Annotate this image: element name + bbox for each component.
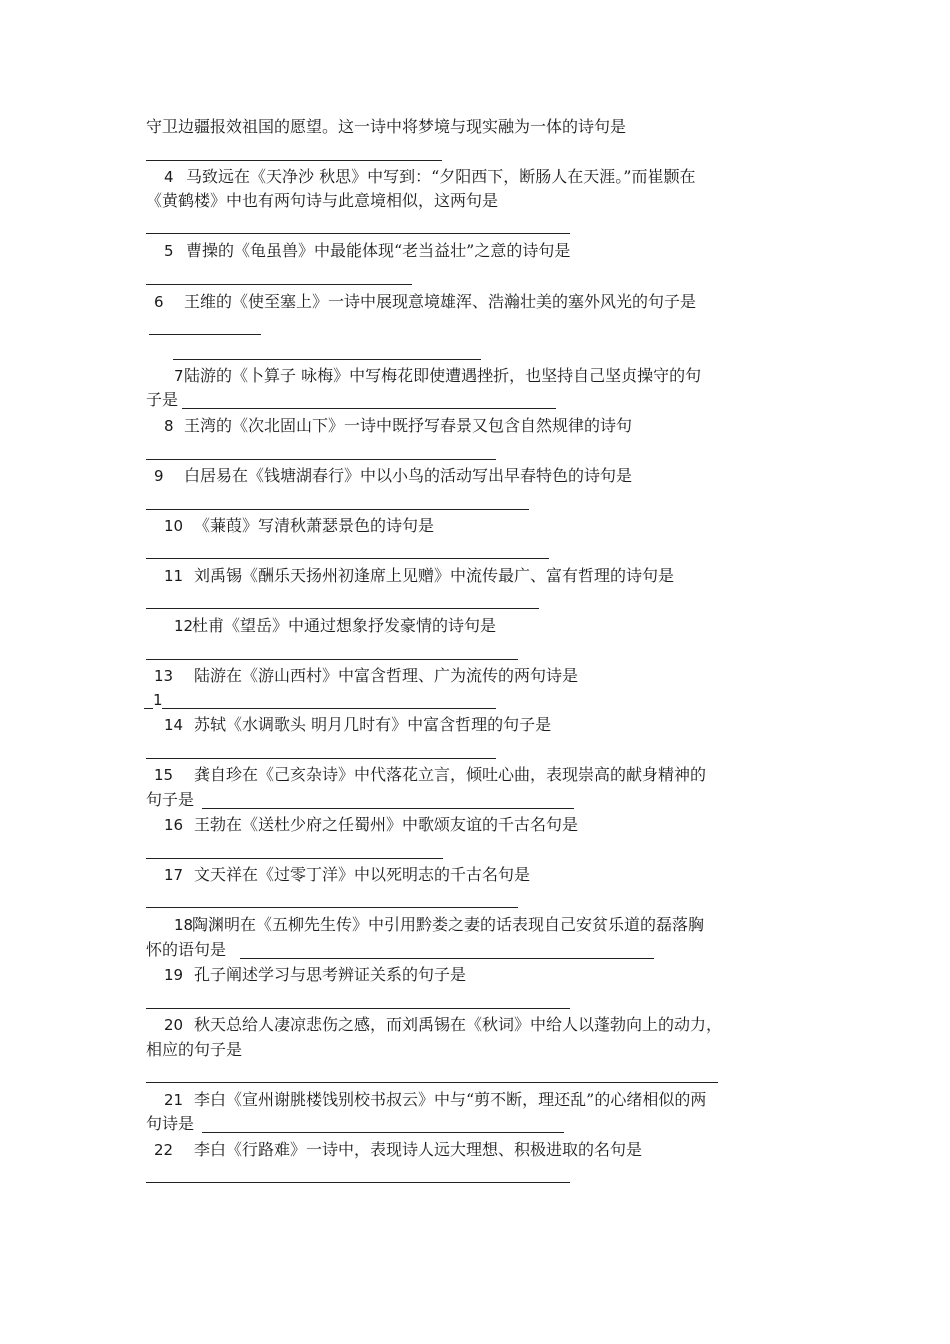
question-number: 7 (174, 367, 184, 385)
question-text: 杜甫《望岳》中通过想象抒发豪情的诗句是 (192, 616, 497, 635)
answer-blank[interactable] (146, 558, 549, 559)
answer-blank[interactable] (146, 1082, 718, 1083)
question-number: 9 (154, 467, 164, 485)
question-number: 19 (164, 966, 184, 984)
question-text: 《黄鹤楼》中也有两句诗与此意境相似，这两句是 (146, 191, 499, 210)
answer-blank[interactable] (202, 808, 574, 809)
answer-blank[interactable] (146, 758, 496, 759)
answer-blank[interactable] (146, 858, 443, 859)
question-text: 王维的《使至塞上》一诗中展现意境雄浑、浩瀚壮美的塞外风光的句子是 (184, 292, 697, 311)
question-number: 4 (164, 168, 174, 186)
answer-blank[interactable] (146, 509, 529, 510)
question-text: 句子是 (146, 790, 195, 809)
question-number: 22 (154, 1141, 174, 1159)
question-text: 龚自珍在《己亥杂诗》中代落花立言，倾吐心曲，表现崇高的献身精神的 (194, 765, 707, 784)
answer-blank[interactable] (162, 708, 496, 709)
answer-blank[interactable] (240, 958, 654, 959)
question-number: 16 (164, 816, 184, 834)
question-text: 李白《宣州谢朓楼饯别校书叔云》中与“剪不断，理还乱”的心绪相似的两 (194, 1090, 707, 1109)
answer-blank[interactable] (146, 907, 518, 908)
answer-blank[interactable] (146, 160, 442, 161)
question-number: 17 (164, 866, 184, 884)
question-text: 李白《行路难》一诗中，表现诗人远大理想、积极进取的名句是 (194, 1140, 643, 1159)
question-text: 王勃在《送杜少府之任蜀州》中歌颂友谊的千古名句是 (194, 815, 579, 834)
question-number: 5 (164, 242, 174, 260)
answer-blank[interactable] (146, 659, 518, 660)
question-number: 12 (174, 617, 194, 635)
answer-blank[interactable] (202, 1132, 564, 1133)
question-number: 20 (164, 1016, 184, 1034)
question-text: 文天祥在《过零丁洋》中以死明志的千古名句是 (194, 865, 531, 884)
question-number: 18 (174, 916, 194, 934)
question-text: 怀的语句是 (146, 940, 227, 959)
question-number: 8 (164, 417, 174, 435)
text-line: 守卫边疆报效祖国的愿望。这一诗中将梦境与现实融为一体的诗句是 (146, 117, 627, 136)
question-text: 句诗是 (146, 1114, 195, 1133)
question-number: 15 (154, 766, 174, 784)
answer-blank[interactable] (146, 233, 570, 234)
answer-blank[interactable] (146, 1182, 570, 1183)
question-number: 10 (164, 517, 184, 535)
question-text: 《蒹葭》写清秋萧瑟景色的诗句是 (194, 516, 435, 535)
question-number: 13 (154, 667, 174, 685)
question-text: 陆游在《游山西村》中富含哲理、广为流传的两句诗是 (194, 666, 579, 685)
question-text: 相应的句子是 (146, 1040, 243, 1059)
question-text: 白居易在《钱塘湖春行》中以小鸟的活动写出早春特色的诗句是 (184, 466, 633, 485)
question-text: 子是 (146, 390, 179, 409)
answer-blank[interactable] (146, 1008, 570, 1009)
question-number: 14 (164, 716, 184, 734)
question-text: 苏轼《水调歌头 明月几时有》中富含哲理的句子是 (194, 715, 552, 734)
answer-blank[interactable] (144, 708, 153, 709)
answer-blank[interactable] (173, 359, 481, 360)
question-text: 马致远在《天净沙 秋思》中写到：“夕阳西下，断肠人在天涯。”而崔颢在 (186, 167, 696, 186)
answer-blank[interactable] (149, 334, 261, 335)
answer-blank[interactable] (146, 608, 539, 609)
question-text: 陶渊明在《五柳先生传》中引用黔娄之妻的话表现自己安贫乐道的磊落胸 (192, 915, 705, 934)
question-number: 6 (154, 293, 164, 311)
question-number: 21 (164, 1091, 184, 1109)
question-number: 11 (164, 567, 184, 585)
answer-text: 1 (153, 691, 163, 709)
answer-blank[interactable] (146, 459, 496, 460)
question-text: 曹操的《龟虽兽》中最能体现“老当益壮”之意的诗句是 (186, 241, 571, 260)
question-text: 陆游的《卜算子 咏梅》中写梅花即使遭遇挫折，也坚持自己坚贞操守的句 (184, 366, 702, 385)
question-text: 秋天总给人凄凉悲伤之感，而刘禹锡在《秋词》中给人以蓬勃向上的动力， (194, 1015, 723, 1034)
answer-blank[interactable] (182, 408, 556, 409)
answer-blank[interactable] (146, 284, 412, 285)
question-text: 刘禹锡《酬乐天扬州初逢席上见赠》中流传最广、富有哲理的诗句是 (194, 566, 675, 585)
question-text: 王湾的《次北固山下》一诗中既抒写春景又包含自然规律的诗句 (184, 416, 633, 435)
question-text: 孔子阐述学习与思考辨证关系的句子是 (194, 965, 467, 984)
